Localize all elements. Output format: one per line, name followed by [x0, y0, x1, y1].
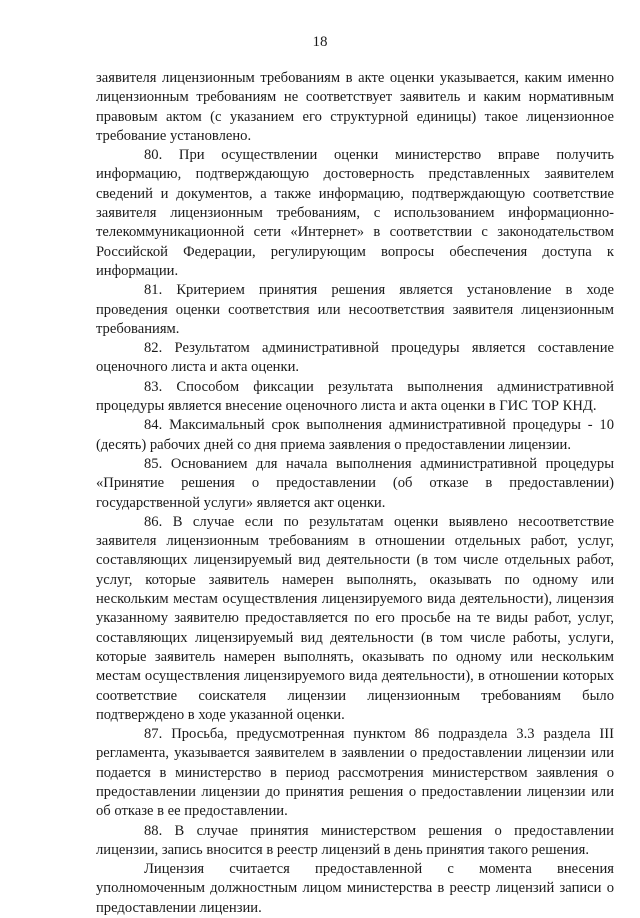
- paragraph-87: 87. Просьба, предусмотренная пунктом 86 подраздела 3.3 раздела III регламента, указывается заявителем в заявлении о предоставлении лицензии или подается в министерство в период рассмотрения министерством заявления о предоставлении лицензии до принятия решения о предоставлении лицензии или об отказе в ее предоставлении.: [96, 726, 614, 820]
- paragraph-82: 82. Результатом административной процедуры является составление оценочного листа и акта оценки.: [96, 340, 614, 376]
- paragraph-continuation: заявителя лицензионным требованиям в акте оценки указывается, каким именно лицензионным требованиям не соответствует заявитель и каким нормативным правовым актом (с указанием его структурной единицы) такое лицензионное требование установлено.: [96, 70, 614, 144]
- paragraph-88: 88. В случае принятия министерством решения о предоставлении лицензии, запись вносится в реестр лицензий в день принятия такого решения.: [96, 822, 614, 858]
- page-number: 18: [312, 34, 328, 50]
- paragraph-85: 85. Основанием для начала выполнения административной процедуры «Принятие решения о предоставлении (об отказе в предоставлении) государственной услуги» является акт оценки.: [96, 455, 614, 511]
- document-body: [96, 69, 614, 918]
- paragraph-license-note: Лицензия считается предоставленной с момента внесения уполномоченным должностным лицом министерства в реестр лицензий записи о предоставлении лицензии.: [96, 861, 614, 916]
- paragraph-83: 83. Способом фиксации результата выполнения административной процедуры является внесение оценочного листа и акта оценки в ГИС ТОР КНД.: [96, 378, 614, 415]
- paragraph-80: 80. При осуществлении оценки министерство вправе получить информацию, подтверждающую достоверность представленных заявителем сведений и документов, а также информацию, подтверждающую соответствие заявителя лицензионным требованиям, с использованием информационно-телекоммуникационной сети «Интернет» в соответствии с законодательством Российской Федерации, регулирующим вопросы обеспечения доступа к информации.: [96, 147, 614, 279]
- paragraph-84: 84. Максимальный срок выполнения административной процедуры - 10 (десять) рабочих дней со дня приема заявления о предоставлении лицензии.: [96, 417, 614, 453]
- paragraph-81: 81. Критерием принятия решения является установление в ходе проведения оценки соответствия или несоответствия заявителя лицензионным требованиям.: [96, 282, 614, 337]
- paragraph-86: 86. В случае если по результатам оценки выявлено несоответствие заявителя лицензионным требованиям в отношении отдельных работ, услуг, составляющих лицензируемый вид деятельности (в том числе отдельных работ, услуг, которые заявитель намерен выполнять, оказывать по одному или нескольким местам осуществления лицензируемого вида деятельности), лицензия указанному заявителю предоставляется по его просьбе на те виды работ, услуг, составляющих лицензируемый вид деятельности (в том числе работы, услуги, которые заявитель намерен выполнять, оказывать по одному или нескольким местам осуществления лицензируемого вида деятельности), в отношении которых соответствие соискателя лицензии лицензионным требованиям было подтверждено в ходе указанной оценки.: [96, 513, 614, 723]
